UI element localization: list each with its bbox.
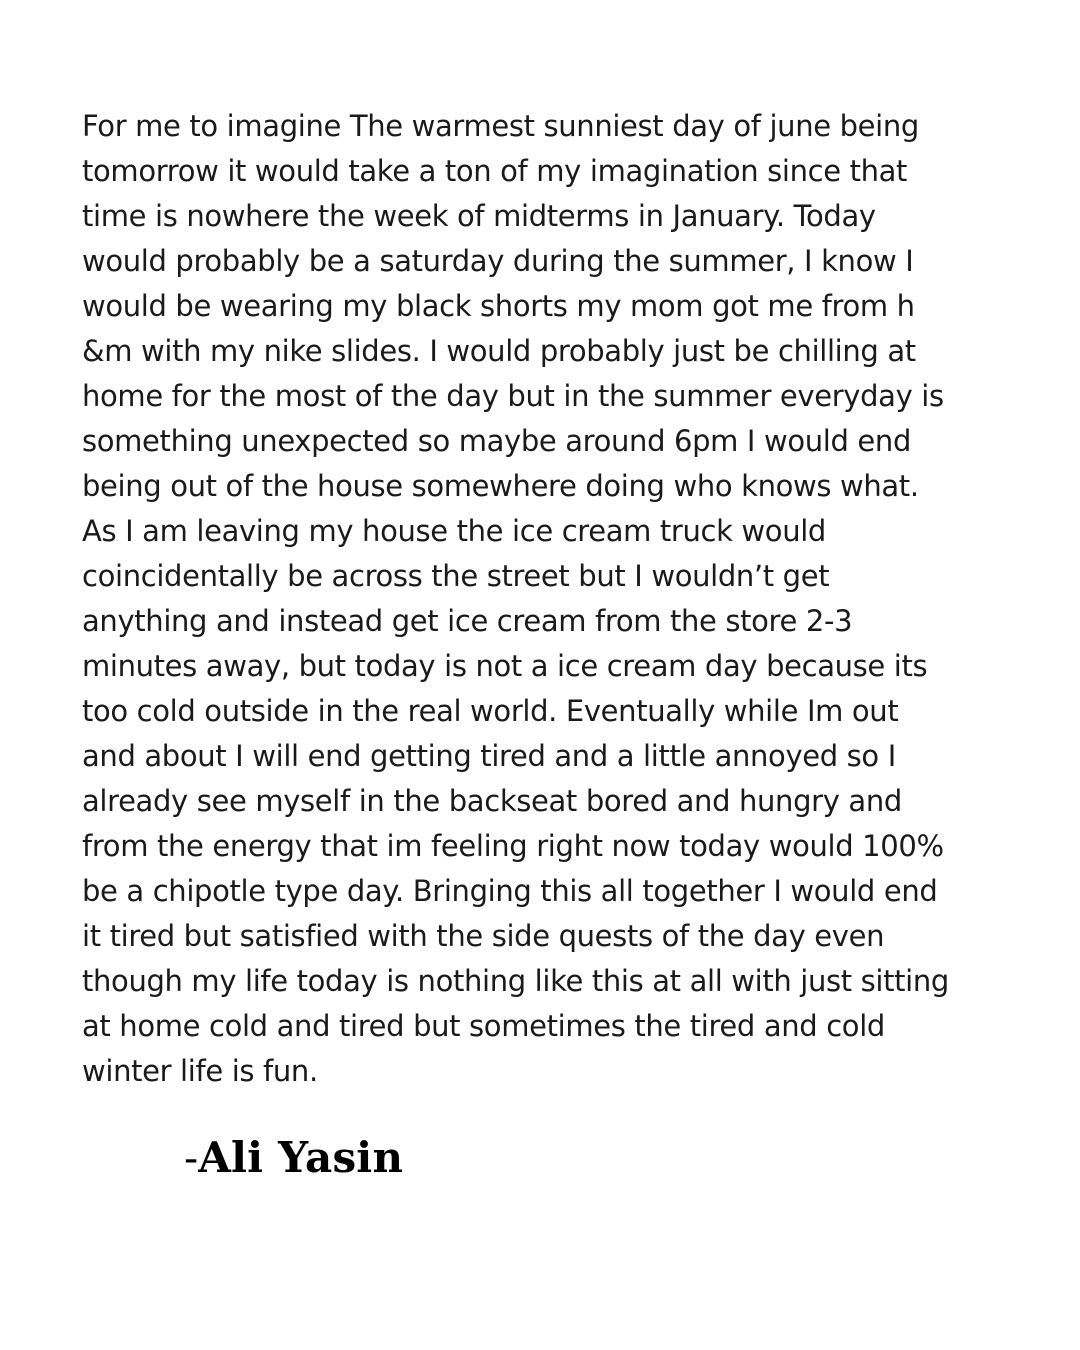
essay-text: For me to imagine The warmest sunniest day of june being tomorrow it would take a ton of my imagination since that time is nowhere the week of midterms in January. Today would probably be a saturday during the summer, I know I would be wearing my black shorts my mom got me from h &m with my nike slides. I would probably just be chilling at home for the most of the day but in the summer everyday is something unexpected so maybe around 6pm I would end being out of the house somewhere doing who knows what. As I am leaving my house the ice cream truck would coincidentally be across the street but I wouldn’t get anything and instead get ice cream from the store 2-3 minutes away, but today is not a ice cream day because its too cold outside in the real world. Eventually while Im out and about I will end getting tired and a little annoyed so I already see myself in the backseat bored and hungry and from the energy that im feeling right now today would 100% be a chipotle type day. Bringing this all together I would end it tired but satisfied with the side quests of the day even though my life today is nothing like this at all with just sitting at home cold and tired but sometimes the tired and cold winter life is fun.: [82, 109, 949, 1088]
signature: [184, 1130, 403, 1187]
signature-dash: -: [184, 1133, 199, 1182]
signature-name: Ali Yasin: [198, 1133, 404, 1182]
